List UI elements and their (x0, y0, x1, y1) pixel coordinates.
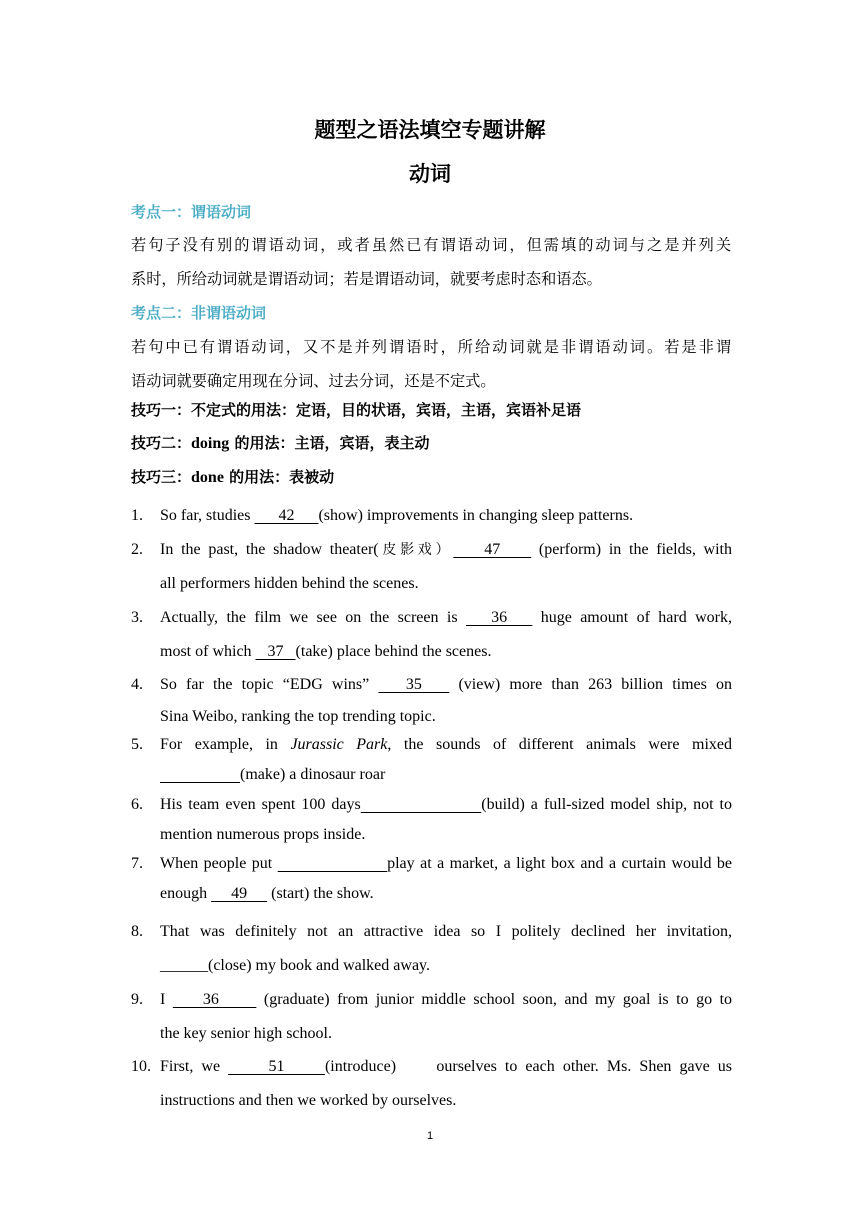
chinese-gloss: 皮影戏） (378, 542, 454, 558)
answer-blank[interactable]: 47 (453, 541, 532, 558)
tip-2-latin: doing (191, 435, 230, 452)
answer-blank[interactable]: 42 (254, 507, 319, 524)
question-text: (start) the show. (267, 885, 374, 902)
question-number: 5. (131, 736, 143, 753)
question-text: the key senior high school. (160, 1025, 332, 1042)
section1-heading: 考点一：谓语动词 (131, 203, 252, 221)
question-text: So far the topic “EDG wins” (160, 676, 379, 693)
page-subtitle: 动词 (409, 162, 451, 186)
page-title: 题型之语法填空专题讲解 (314, 118, 546, 142)
question-number: 8. (131, 923, 143, 940)
answer-blank[interactable]: 36 (172, 991, 257, 1008)
question-text: , the sounds of different animals were mixed (387, 736, 732, 753)
question-text: (make) a dinosaur roar (240, 766, 386, 783)
question-body (160, 915, 732, 983)
answer-blank[interactable] (160, 766, 240, 783)
question-text: So far, studies (160, 507, 255, 524)
page-number: 1 (426, 1130, 434, 1142)
question-body (160, 533, 732, 601)
question-text: (take) place behind the scenes. (295, 643, 492, 660)
section1-line-1: 若句子没有别的谓语动词，或者虽然已有谓语动词，但需填的动词与之是并列关 (131, 236, 731, 254)
italic-title: Jurassic Park (290, 736, 388, 753)
question-number: 1. (131, 507, 143, 524)
answer-blank[interactable]: 37 (255, 643, 296, 660)
question-body (160, 849, 732, 909)
question-text: I (160, 991, 173, 1008)
tip-3-prefix: 技巧三： (131, 468, 192, 486)
question-number: 3. (131, 609, 143, 626)
question-text: That was definitely not an attractive idea so I politely declined her invitation, (160, 923, 732, 940)
question-text: play at a market, a light box and a curtain would be (387, 855, 733, 872)
question-text: (introduce) ourselves to each other. Ms. Shen gave us (324, 1058, 733, 1075)
question-text: His team even spent 100 days (160, 796, 361, 813)
question-number: 9. (131, 991, 143, 1008)
question-body (160, 983, 732, 1051)
question-text: For example, in (160, 736, 291, 753)
question-number: 10. (131, 1058, 151, 1075)
question-text: ______(close) my book and walked away. (160, 957, 430, 974)
question-text: (build) a full-sized model ship, not to (481, 796, 733, 813)
tip-1: 技巧一：不定式的用法：定语，目的状语，宾语，主语，宾语补足语 (131, 401, 582, 419)
question-text: all performers hidden behind the scenes. (160, 575, 419, 592)
question-body (160, 601, 732, 669)
question-text: mention numerous props inside. (160, 826, 366, 843)
tip-3-suffix: 的用法：表被动 (223, 468, 335, 486)
question-body (160, 499, 732, 533)
question-text: (view) more than 263 billion times on (449, 676, 733, 693)
question-body (160, 1050, 732, 1118)
section2-line-1: 若句中已有谓语动词，又不是并列谓语时，所给动词就是非谓语动词。若是非谓 (131, 338, 731, 356)
question-body (160, 790, 732, 850)
answer-blank[interactable]: 49 (211, 885, 268, 902)
question-text: (perform) in the fields, with (531, 541, 732, 558)
question-text: Actually, the film we see on the screen is (160, 609, 466, 626)
section1-paragraph (131, 228, 731, 296)
section1-line-2: 系时，所给动词就是谓语动词；若是谓语动词，就要考虑时态和语态。 (131, 270, 602, 288)
question-body (160, 668, 732, 732)
question-text: instructions and then we worked by ourselves. (160, 1092, 457, 1109)
answer-blank[interactable]: 35 (378, 676, 450, 693)
section2-paragraph (131, 330, 731, 398)
tip-2-prefix: 技巧二： (131, 434, 192, 452)
question-number: 2. (131, 541, 143, 558)
question-text: huge amount of hard work, (532, 609, 733, 626)
question-number: 7. (131, 855, 143, 872)
tip-2 (131, 432, 430, 453)
question-text: When people put (160, 855, 278, 872)
tip-3-latin: done (191, 469, 224, 486)
question-text: Sina Weibo, ranking the top trending topic. (160, 708, 436, 725)
question-text: (show) improvements in changing sleep patterns. (318, 507, 634, 524)
question-text: In the past, the shadow theater( (160, 541, 379, 558)
tip-2-suffix: 的用法：主语，宾语，表主动 (229, 434, 430, 452)
question-text: (graduate) from junior middle school soon, and my goal is to go to (256, 991, 733, 1008)
question-text: most of which (160, 643, 256, 660)
question-number: 6. (131, 796, 143, 813)
answer-blank[interactable]: 51 (228, 1058, 325, 1075)
answer-blank[interactable] (361, 796, 481, 813)
answer-blank[interactable] (278, 855, 387, 872)
question-body (160, 730, 732, 790)
question-text: enough (160, 885, 212, 902)
tip-3 (131, 466, 334, 487)
section2-line-2: 语动词就要确定用现在分词、过去分词，还是不定式。 (131, 372, 496, 390)
answer-blank[interactable]: 36 (465, 609, 533, 626)
section2-heading: 考点二：非谓语动词 (131, 304, 267, 322)
question-text: First, we (160, 1058, 229, 1075)
question-number: 4. (131, 676, 143, 693)
